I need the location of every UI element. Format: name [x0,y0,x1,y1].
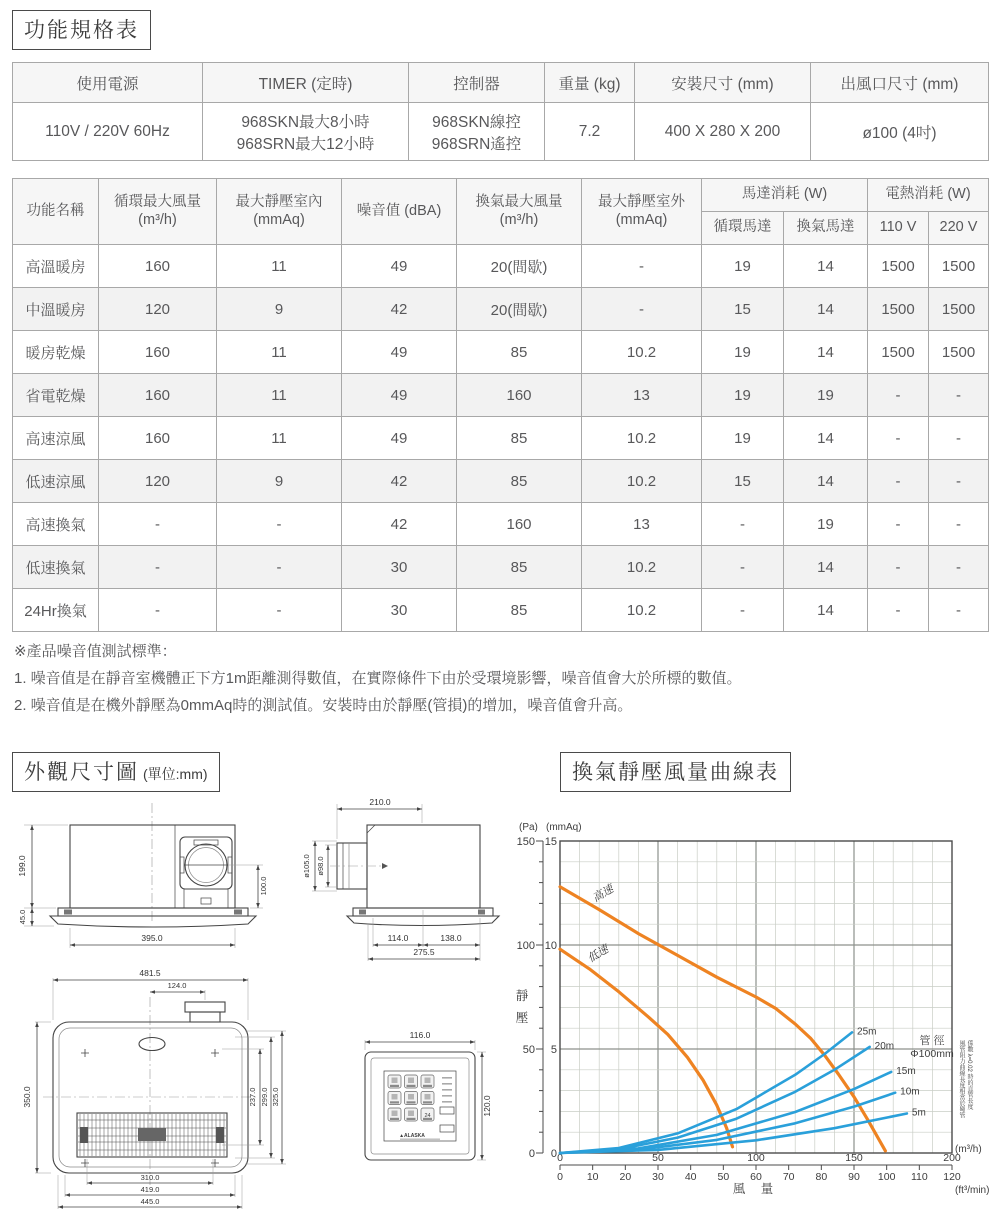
header-timer: TIMER (定時) [203,63,409,103]
notes-line-2: 2. 噪音值是在機外靜壓為0mmAq時的測試值。安裝時由於靜壓(管損)的增加，噪音值會升高。 [14,697,633,714]
function-value-cell: - [929,546,989,589]
header-circ-flow [99,179,217,245]
ftmin-tick-label: 100 [877,1171,896,1183]
function-value-cell: - [929,460,989,503]
function-name-cell: 中溫暖房 [13,288,99,331]
function-value-cell: 1500 [868,288,929,331]
function-value-cell: 49 [342,245,457,288]
function-name-cell: 高溫暖房 [13,245,99,288]
y-axis-title: 壓 [515,1011,529,1025]
function-name-cell: 暖房乾燥 [13,331,99,374]
header-heater-power: 電熱消耗 (W) [868,179,989,212]
function-table-row [13,245,989,288]
dimension-diagrams [10,795,502,1220]
function-value-cell: 19 [702,331,784,374]
m3h-tick-label: 150 [845,1152,863,1164]
ftmin-tick-label: 110 [910,1171,928,1183]
header-110v: 110 V [868,212,929,245]
function-value-cell: 13 [582,503,702,546]
side-right-dim: 138.0 [440,933,462,943]
function-value-cell: 13 [582,374,702,417]
function-table-row [13,288,989,331]
series-label: 10m [900,1086,920,1098]
general-spec-header-row [13,63,989,103]
ftmin-tick-label: 0 [557,1171,563,1183]
function-value-cell: - [868,546,929,589]
cell-controller [409,103,545,161]
function-value-cell: 14 [784,589,868,632]
ftmin-tick-label: 60 [750,1171,762,1183]
function-value-cell: - [868,374,929,417]
function-value-cell: 10.2 [582,589,702,632]
front-flange-dim: 45.0 [18,909,27,925]
function-value-cell: - [582,245,702,288]
cell-timer-line1: 968SKN最大8小時 [241,113,370,131]
side-left-dim: 114.0 [387,933,409,943]
function-value-cell: 9 [217,460,342,503]
ftmin-tick-label: 30 [652,1171,664,1183]
series-低速 [560,949,733,1147]
header-motor-vent: 換氣馬達 [784,212,868,245]
pa-tick-label: 50 [522,1044,535,1056]
function-name-cell: 省電乾燥 [13,374,99,417]
function-value-cell: - [702,503,784,546]
ftmin-tick-label: 40 [684,1171,697,1183]
function-value-cell: 160 [99,245,217,288]
header-function-name: 功能名稱 [13,179,99,245]
header-power: 使用電源 [13,63,203,103]
notes-line-1: 1. 噪音值是在靜音室機體正下方1m距離測得數值，在實際條件下由於受環境影響，噪音值會大於所標的數值。 [14,670,742,687]
header-vent-flow-l2: (m³/h) [499,211,539,228]
function-value-cell: 10.2 [582,546,702,589]
function-value-cell: - [929,503,989,546]
ftmin-tick-label: 70 [782,1171,795,1183]
function-value-cell: 160 [99,417,217,460]
ftmin-tick-label: 120 [943,1171,961,1183]
function-table-row [13,546,989,589]
header-press-out [582,179,702,245]
header-220v: 220 V [929,212,989,245]
function-table-row [13,589,989,632]
function-value-cell: 42 [342,288,457,331]
side-dia-inner-dim: ø98.0 [316,856,325,876]
mmaq-unit-label: (mmAq) [546,822,582,833]
front-view-diagram [17,803,268,948]
bottom-inner3-dim: 325.0 [271,1087,280,1107]
bottom-b2-dim: 419.0 [140,1185,160,1194]
controller-width-dim: 116.0 [409,1030,431,1040]
general-spec-table [12,62,989,161]
m3h-tick-label: 0 [557,1152,563,1164]
duct-diameter-value: Φ100mm [910,1048,954,1060]
front-duct-offset-dim: 100.0 [259,876,268,896]
ftmin-unit-label: (ft³/min) [955,1185,990,1196]
mmaq-tick-label: 10 [544,940,557,952]
function-value-cell: 19 [702,417,784,460]
function-value-cell: 14 [784,417,868,460]
function-value-cell: 120 [99,460,217,503]
function-value-cell: 85 [457,417,582,460]
pa-unit-label: (Pa) [519,822,538,833]
side-top-width-dim: 210.0 [369,797,391,807]
function-value-cell: 30 [342,546,457,589]
chart-section-title [560,752,791,792]
function-value-cell: 49 [342,374,457,417]
function-value-cell: - [929,417,989,460]
y-axis-title: 靜 [515,989,529,1003]
mmaq-tick-label: 0 [550,1148,557,1160]
header-circ-flow-l2: (m³/h) [138,211,177,228]
function-value-cell: - [929,589,989,632]
series-label: 20m [874,1040,895,1052]
mmaq-tick-label: 5 [550,1044,557,1056]
header-press-in-l1: 最大靜壓室內 [235,194,323,211]
duct-diameter-note: 管 徑 [919,1035,945,1047]
general-spec-data-row [13,103,989,161]
function-value-cell: 10.2 [582,417,702,460]
header-press-in-l2: (mmAq) [253,211,305,228]
series-label: 高速 [590,883,616,905]
function-value-cell: 19 [702,374,784,417]
function-name-cell: 高速涼風 [13,417,99,460]
page-title [12,10,151,50]
function-value-cell: 15 [702,288,784,331]
function-value-cell: 85 [457,589,582,632]
ftmin-tick-label: 20 [619,1171,632,1183]
grille [77,1113,227,1157]
header-install-size: 安裝尺寸 (mm) [635,63,811,103]
header-motor-power: 馬達消耗 (W) [702,179,868,212]
header-circ-flow-l1: 循環最大風量 [114,194,201,211]
m3h-tick-label: 100 [747,1152,765,1164]
function-name-cell: 高速換氣 [13,503,99,546]
ftmin-tick-label: 80 [815,1171,828,1183]
cell-weight: 7.2 [545,103,635,161]
dimension-title-text: 外觀尺寸圖 [24,761,139,784]
controller-height-dim: 120.0 [482,1095,492,1117]
function-value-cell: - [99,503,217,546]
function-name-cell: 低速涼風 [13,460,99,503]
dimension-section-title [12,752,220,792]
function-value-cell: 42 [342,503,457,546]
bottom-inner1-dim: 237.0 [248,1087,257,1107]
controller-brand-logo: ▲ALASKA [399,1133,425,1139]
function-value-cell: 1500 [929,288,989,331]
function-value-cell: 10.2 [582,331,702,374]
function-value-cell: 9 [217,288,342,331]
ftmin-tick-label: 10 [586,1171,599,1183]
function-value-cell: 11 [217,417,342,460]
controller-24h-button-label: 24 [424,1113,431,1119]
function-value-cell: 20(間歇) [457,245,582,288]
mmaq-tick-label: 15 [544,836,557,848]
function-value-cell: 1500 [929,331,989,374]
header-press-out-l1: 最大靜壓室外 [598,194,685,211]
header-noise: 噪音值 (dBA) [342,179,457,245]
function-value-cell: 19 [702,245,784,288]
function-value-cell: 1500 [868,245,929,288]
cell-timer [203,103,409,161]
page-title-text: 功能規格表 [24,19,139,42]
function-value-cell: 30 [342,589,457,632]
duct-resistance-note: 係數 λ=0.02 時的直管長度 [966,1040,972,1110]
function-spec-table [12,178,989,632]
notes-title: ※產品噪音值測試標準： [14,643,177,660]
function-value-cell: - [217,589,342,632]
function-value-cell: 20(間歇) [457,288,582,331]
header-outlet-size: 出風口尺寸 (mm) [811,63,989,103]
m3h-tick-label: 50 [652,1152,664,1164]
bottom-b1-dim: 310.0 [140,1173,160,1182]
function-table-row [13,503,989,546]
function-value-cell: - [99,546,217,589]
controller-diagram [365,1030,492,1160]
function-value-cell: - [99,589,217,632]
header-controller: 控制器 [409,63,545,103]
function-value-cell: 85 [457,546,582,589]
duct-resistance-note: 風管阻力曲線長度相當於彎管 [958,1040,964,1118]
header-vent-flow-l1: 換氣最大風量 [475,194,563,211]
function-value-cell: - [582,288,702,331]
bottom-view-diagram [22,968,286,1209]
function-value-cell: - [868,589,929,632]
function-value-cell: 1500 [868,331,929,374]
side-view-diagram [302,797,499,961]
function-table-row [13,374,989,417]
pa-tick-label: 100 [516,940,535,952]
pa-tick-label: 150 [516,836,535,848]
function-name-cell: 24Hr換氣 [13,589,99,632]
function-value-cell: 11 [217,374,342,417]
series-label: 5m [911,1107,926,1119]
m3h-unit-label: (m³/h) [955,1144,982,1155]
function-value-cell: - [929,374,989,417]
function-value-cell: 49 [342,331,457,374]
function-value-cell: 14 [784,245,868,288]
function-value-cell: 11 [217,331,342,374]
function-value-cell: - [702,589,784,632]
header-motor-circ: 循環馬達 [702,212,784,245]
function-value-cell: - [868,503,929,546]
airflow-pressure-chart [505,795,1000,1220]
chart-title-text: 換氣靜壓風量曲線表 [572,761,779,784]
function-value-cell: 10.2 [582,460,702,503]
function-value-cell: 160 [457,503,582,546]
function-value-cell: - [868,460,929,503]
bottom-b3-dim: 445.0 [140,1197,160,1206]
function-value-cell: 19 [784,374,868,417]
function-name-cell: 低速換氣 [13,546,99,589]
function-header-row-1 [13,179,989,212]
function-value-cell: 15 [702,460,784,503]
function-value-cell: 160 [99,331,217,374]
x-axis-title: 風 量 [732,1182,780,1196]
dimension-unit-text: (單位:mm) [143,766,208,782]
function-value-cell: 160 [457,374,582,417]
bottom-duct-center-dim: 124.0 [167,981,187,990]
series-label: 低速 [585,943,611,966]
series-label: 15m [896,1065,916,1077]
controller-side-indicators [440,1077,454,1132]
header-vent-flow [457,179,582,245]
cell-controller-line2: 968SRN遙控 [431,135,522,153]
function-value-cell: 14 [784,331,868,374]
header-press-out-l2: (mmAq) [615,211,668,228]
function-value-cell: 1500 [929,245,989,288]
function-value-cell: - [217,503,342,546]
function-value-cell: - [868,417,929,460]
function-value-cell: 19 [784,503,868,546]
function-value-cell: 14 [784,546,868,589]
pa-tick-label: 0 [528,1148,535,1160]
cell-install-size: 400 X 280 X 200 [635,103,811,161]
function-value-cell: 160 [99,374,217,417]
header-press-in [217,179,342,245]
series-25m [560,1032,852,1153]
m3h-tick-label: 200 [943,1152,961,1164]
function-table-row [13,417,989,460]
bottom-width-dim: 481.5 [139,968,161,978]
noise-test-notes [14,638,742,719]
ftmin-tick-label: 90 [848,1171,860,1183]
side-total-dim: 275.5 [413,947,435,957]
function-value-cell: 49 [342,417,457,460]
function-value-cell: 42 [342,460,457,503]
function-table-row [13,460,989,503]
side-dia-outer-dim: ø105.0 [302,854,311,878]
cell-controller-line1: 968SKN線控 [432,113,521,131]
function-value-cell: 14 [784,460,868,503]
front-height-dim: 199.0 [17,855,27,877]
cell-outlet-size: ø100 (4吋) [811,103,989,161]
bottom-inner2-dim: 299.0 [260,1087,269,1107]
front-width-dim: 395.0 [141,933,163,943]
cell-power: 110V / 220V 60Hz [13,103,203,161]
function-value-cell: 85 [457,331,582,374]
header-weight: 重量 (kg) [545,63,635,103]
function-table-row [13,331,989,374]
function-value-cell: 14 [784,288,868,331]
function-value-cell: 11 [217,245,342,288]
cell-timer-line2: 968SRN最大12小時 [236,135,375,153]
function-value-cell: 120 [99,288,217,331]
ftmin-tick-label: 50 [717,1171,730,1183]
function-value-cell: - [702,546,784,589]
series-label: 25m [857,1026,877,1038]
bottom-height-dim: 350.0 [22,1086,32,1108]
function-value-cell: - [217,546,342,589]
function-value-cell: 85 [457,460,582,503]
